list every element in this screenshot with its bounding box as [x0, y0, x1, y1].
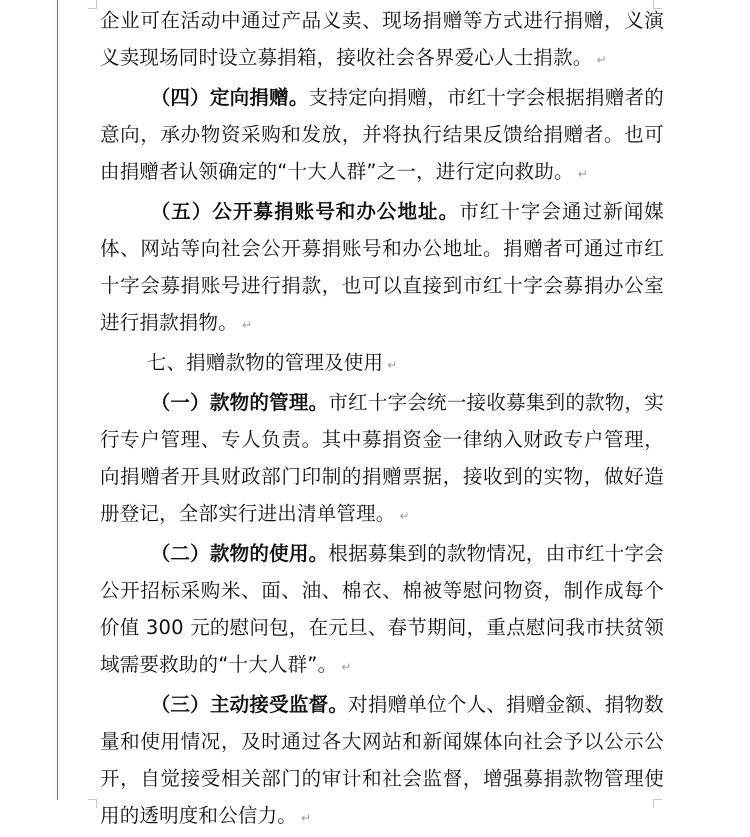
paragraph-mark-icon: ↵	[399, 509, 410, 523]
paragraph-body: 市红十字会统一接收募集到的款物，实行专户管理、专人负责。其中募捐资金一律纳入财政专户管理，向捐赠者开具财政部门印制的捐赠票据，接收到的实物，做好造册登记，全部实行进出清单管理。	[100, 391, 664, 525]
paragraph[interactable]	[100, 686, 664, 837]
paragraph-body: 企业可在活动中通过产品义卖、现场捐赠等方式进行捐赠，义演义卖现场同时设立募捐箱，接收社会各界爱心人士捐款。	[100, 9, 664, 69]
margin-line	[57, 0, 58, 800]
document-body[interactable]	[100, 2, 664, 837]
paragraph-title: （四）定向捐赠。	[150, 86, 309, 109]
paragraph-title: （二）款物的使用。	[150, 542, 329, 565]
paragraph-mark-icon: ↵	[301, 811, 312, 825]
paragraph[interactable]	[100, 384, 664, 535]
paragraph[interactable]	[100, 535, 664, 686]
corner-mark-top-left	[88, 0, 97, 9]
paragraph-mark-icon: ↵	[341, 660, 352, 674]
section-heading-text: 七、捐赠款物的管理及使用	[146, 351, 384, 374]
paragraph-mark-icon: ↵	[596, 53, 607, 67]
paragraph[interactable]	[100, 193, 664, 344]
paragraph-mark-icon: ↵	[241, 318, 253, 332]
paragraph-title: （三）主动接受监督。	[150, 693, 349, 716]
paragraph-mark-icon: ↵	[577, 167, 588, 181]
paragraph-body: 根据募集到的款物情况，由市红十字会公开招标采购米、面、油、棉衣、棉被等慰问物资，制作成每个价值 300 元的慰问包，在元旦、春节期间，重点慰问我市扶贫领域需要救助的“十大人群”。	[100, 542, 664, 676]
corner-mark-bottom-left	[88, 799, 97, 808]
section-heading[interactable]	[100, 344, 664, 384]
paragraph[interactable]	[100, 2, 664, 79]
paragraph-body: 支持定向捐赠，市红十字会根据捐赠者的意向，承办物资采购和发放，并将执行结果反馈给捐赠者。也可由捐赠者认领确定的“十大人群”之一，进行定向救助。	[100, 86, 664, 183]
paragraph-body: 对捐赠单位个人、捐赠金额、捐物数量和使用情况，及时通过各大网站和新闻媒体向社会予以公示公开，自觉接受相关部门的审计和社会监督，增强募捐款物管理使用的透明度和公信力。	[100, 693, 664, 827]
paragraph[interactable]	[100, 79, 664, 193]
paragraph-body: 市红十字会通过新闻媒体、网站等向社会公开募捐账号和办公地址。捐赠者可通过市红十字会募捐账号进行捐款，也可以直接到市红十字会募捐办公室进行捐款捐物。	[100, 200, 664, 334]
paragraph-title: （一）款物的管理。	[150, 391, 329, 414]
paragraph-mark-icon: ↵	[387, 358, 398, 372]
paragraph-title: （五）公开募捐账号和办公地址。	[150, 200, 460, 223]
